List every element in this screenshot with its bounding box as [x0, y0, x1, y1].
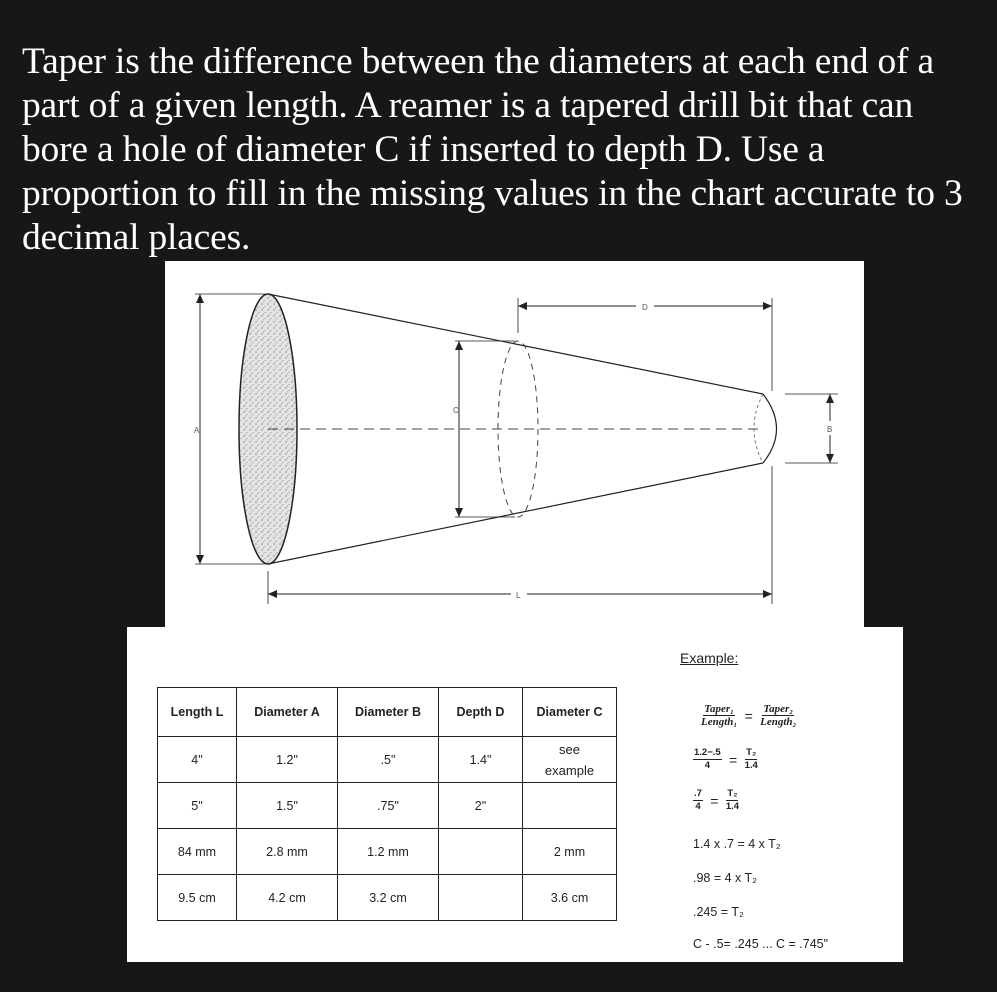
cone-top-edge [268, 294, 763, 394]
cell-length: 84 mm [158, 829, 237, 875]
step1-equals: = [729, 751, 738, 768]
question-line: proportion to fill in the missing values in the chart accurate to 3 [22, 173, 963, 214]
example-title: Example: [680, 650, 739, 666]
step1-den1: 4 [704, 760, 710, 771]
label-l: L [516, 591, 521, 600]
cell-diameter-a: 4.2 cm [237, 875, 338, 921]
step2-fraction-right [726, 788, 739, 813]
header-row [158, 688, 617, 737]
header-diameter-b: Diameter B [338, 688, 439, 737]
reamer-diagram [165, 261, 864, 628]
example-formula [701, 703, 796, 728]
dim-a-arrow-top [196, 294, 204, 303]
step1-fraction-left [693, 747, 722, 772]
header-depth-d: Depth D [439, 688, 523, 737]
step1-num1: 1.2−.5 [694, 747, 721, 758]
dim-a-arrow-bottom [196, 555, 204, 564]
table-row [158, 737, 617, 783]
formula-num1: Taper₁ [704, 703, 734, 715]
dim-c-arrow-top [455, 341, 463, 350]
data-table [157, 687, 617, 921]
header-diameter-c: Diameter C [523, 688, 617, 737]
cell-diameter-c [523, 783, 617, 829]
step2-den1: 4 [695, 801, 701, 812]
reamer-diagram-svg [165, 261, 864, 628]
question-line: decimal places. [22, 217, 251, 258]
cell-depth-d [439, 875, 523, 921]
step1-num2: T₂ [746, 747, 757, 758]
cell-diameter-b: .5" [338, 737, 439, 783]
example-line: 1.4 x .7 = 4 x T₂ [693, 837, 781, 851]
cell-diameter-b: 1.2 mm [338, 829, 439, 875]
example-line: .98 = 4 x T₂ [693, 871, 758, 885]
cell-depth-d: 2" [439, 783, 523, 829]
formula-equals: = [744, 707, 753, 724]
step2-fraction-left [693, 788, 703, 813]
label-b: B [827, 425, 833, 434]
table-row [158, 875, 617, 921]
step2-den2: 1.4 [725, 801, 740, 812]
question-line: Taper is the difference between the diameters at each end of a [22, 41, 934, 82]
step1-den2: 1.4 [744, 760, 758, 771]
example-step2 [693, 788, 739, 813]
formula-den1: Length₁ [701, 716, 738, 728]
small-end-cap [763, 394, 777, 463]
dim-l-arrow-right [763, 590, 772, 598]
cell-diameter-a: 1.2" [237, 737, 338, 783]
header-diameter-a: Diameter A [237, 688, 338, 737]
question-line: part of a given length. A reamer is a tapered drill bit that can [22, 85, 914, 126]
label-a: A [194, 426, 200, 435]
table-panel [127, 627, 903, 962]
formula-fraction-left [701, 703, 737, 728]
dim-d-arrow-left [518, 302, 527, 310]
cell-diameter-b: 3.2 cm [338, 875, 439, 921]
label-c: C [453, 406, 459, 415]
formula-den2: Length₂ [760, 716, 797, 728]
table-row [158, 783, 617, 829]
question-line: bore a hole of diameter C if inserted to depth D. Use a [22, 129, 825, 170]
example-line: C - .5= .245 ... C = .745" [693, 937, 829, 951]
cell-diameter-c: 3.6 cm [523, 875, 617, 921]
example-step1 [693, 747, 758, 772]
cell-length: 5" [158, 783, 237, 829]
formula-num2: Taper₂ [763, 703, 794, 715]
dim-b-arrow-bottom [826, 454, 834, 463]
see-example-text: see example [544, 741, 595, 778]
step2-equals: = [710, 792, 719, 809]
dim-b-arrow-top [826, 394, 834, 403]
cell-length: 9.5 cm [158, 875, 237, 921]
example-line: .245 = T₂ [693, 905, 744, 919]
cell-diameter-a: 2.8 mm [237, 829, 338, 875]
cell-diameter-a: 1.5" [237, 783, 338, 829]
cone-bottom-edge [268, 463, 763, 564]
cell-depth-d [439, 829, 523, 875]
cell-diameter-b: .75" [338, 783, 439, 829]
dim-c-arrow-bottom [455, 508, 463, 517]
dim-d-arrow-right [763, 302, 772, 310]
header-length-l: Length L [158, 688, 237, 737]
step1-fraction-right [745, 747, 758, 772]
label-d: D [642, 303, 648, 312]
cell-diameter-c: 2 mm [523, 829, 617, 875]
step2-num1: .7 [694, 788, 702, 799]
question-text [22, 40, 987, 260]
cell-diameter-c [523, 737, 617, 783]
dim-l-arrow-left [268, 590, 277, 598]
cell-depth-d: 1.4" [439, 737, 523, 783]
table-row [158, 829, 617, 875]
cell-length: 4" [158, 737, 237, 783]
formula-fraction-right [760, 703, 796, 728]
step2-num2: T₂ [727, 788, 738, 799]
